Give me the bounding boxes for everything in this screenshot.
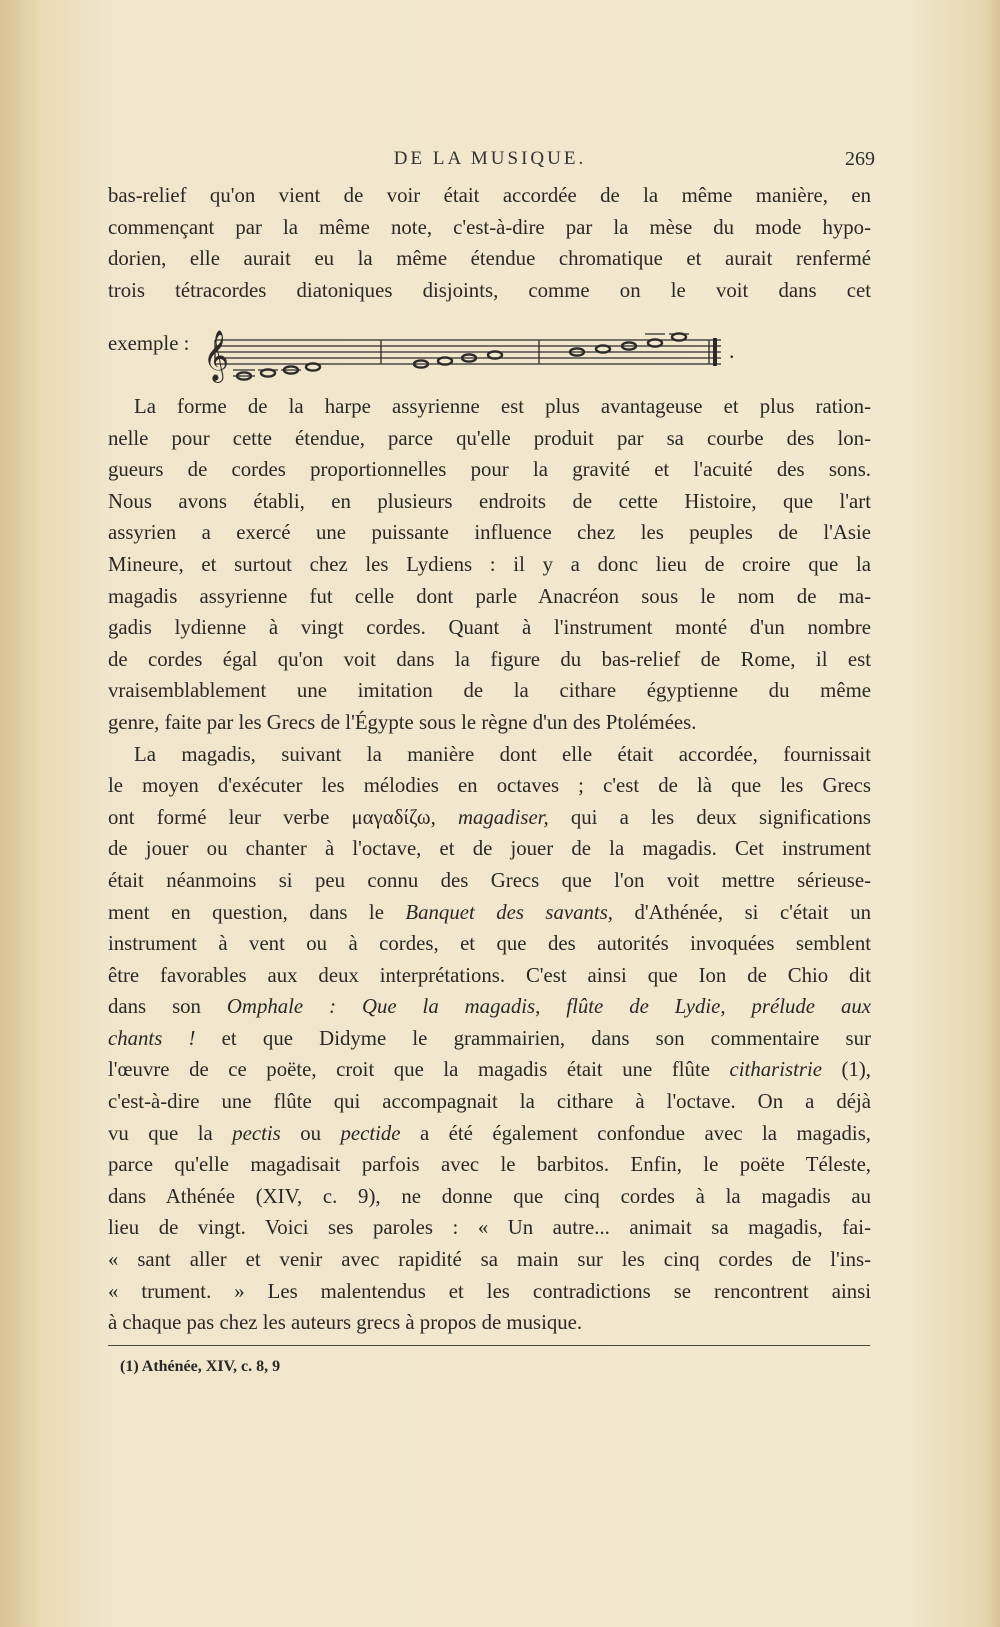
text-run: qui a les deux significations: [548, 805, 871, 829]
text-run: ou: [280, 1121, 341, 1145]
text-line: assyrien a exercé une puissante influence chez les peuples de l'Asie: [108, 521, 871, 545]
page-number: 269: [845, 148, 875, 170]
musical-example: [108, 320, 768, 392]
footnote-divider: [108, 1345, 870, 1346]
text-line: instrument à vent ou à cordes, et que des autorités invoquées semblent: [108, 932, 871, 956]
text-run: d'Athénée, si c'était un: [613, 900, 871, 924]
text-line: c'est-à-dire une flûte qui accompagnait la cithare à l'octave. On a déjà: [108, 1090, 871, 1114]
text-line: [108, 1054, 871, 1086]
text-run: et que Didyme le grammairien, dans son commentaire sur: [195, 1026, 871, 1050]
text-line: « trument. » Les malentendus et les contradictions se rencontrent ainsi: [108, 1279, 871, 1303]
text-line: le moyen d'exécuter les mélodies en octaves ; c'est de là que les Grecs: [108, 774, 871, 798]
text-run: l'œuvre de ce poëte, croit que la magadis était une flûte: [108, 1058, 730, 1082]
text-line: vraisemblablement une imitation de la cithare égyptienne du même: [108, 679, 871, 703]
text-run: ,: [430, 805, 458, 829]
text-line: commençant par la même note, c'est-à-dire par la mèse du mode hypo-: [108, 215, 871, 239]
music-staff-figure: [203, 320, 763, 392]
text-line: parce qu'elle magadisait parfois avec le barbitos. Enfin, le poëte Téleste,: [108, 1153, 871, 1177]
text-line: [108, 1118, 871, 1150]
text-run: dans son: [108, 995, 227, 1019]
footnote-ref: (1),: [821, 1058, 871, 1082]
text-line: nelle pour cette étendue, parce qu'elle produit par sa courbe des lon-: [108, 426, 871, 450]
text-line: [108, 991, 871, 1023]
text-line: de cordes égal qu'on voit dans la figure du bas-relief de Rome, il est: [108, 647, 871, 671]
text-line: genre, faite par les Grecs de l'Égypte sous le règne d'un des Ptolémées.: [108, 710, 697, 734]
italic-term: pectide: [340, 1121, 401, 1145]
text-line: être favorables aux deux interprétations. C'est ainsi que Ion de Chio dit: [108, 963, 871, 987]
italic-term: citharistrie: [729, 1058, 822, 1082]
text-run: a été également confondue avec la magadis,: [400, 1121, 872, 1145]
text-line: Mineure, et surtout chez les Lydiens : il y a donc lieu de croire que la: [108, 552, 871, 576]
text-line: gadis lydienne à vingt cordes. Quant à l'instrument monté d'un nombre: [108, 616, 871, 640]
text-line: dans Athénée (XIV, c. 9), ne donne que cinq cordes à la magadis au: [108, 1184, 871, 1208]
footnote: (1) Athénée, XIV, c. 8, 9: [120, 1358, 281, 1375]
greek-word: μαγαδίζω: [351, 805, 431, 829]
text-line: La forme de la harpe assyrienne est plus avantageuse et plus ration-: [134, 395, 871, 418]
text-line: lieu de vingt. Voici ses paroles : « Un autre... animait sa magadis, fai-: [108, 1216, 871, 1240]
running-head: [105, 148, 875, 176]
text-line: était néanmoins si peu connu des Grecs que l'on voit mettre sérieuse-: [108, 868, 871, 892]
paragraph-harpe: [108, 391, 871, 1339]
text-line: à chaque pas chez les auteurs grecs à propos de musique.: [108, 1311, 583, 1335]
italic-term: magadiser,: [457, 805, 549, 829]
text-line: bas-relief qu'on vient de voir était accordée de la même manière, en: [108, 184, 871, 207]
example-end-mark: .: [729, 338, 735, 363]
italic-quote: Omphale : Que la magadis, flûte de Lydie, prélude aux: [226, 995, 871, 1019]
text-line: magadis assyrienne fut celle dont parle Anacréon sous le nom de ma-: [108, 584, 871, 608]
text-line: de jouer ou chanter à l'octave, et de jouer de la magadis. Cet instrument: [108, 837, 871, 861]
paragraph-continued: [108, 180, 871, 306]
text-line: La magadis, suivant la manière dont elle était accordée, fournissait: [134, 742, 871, 766]
italic-title: Banquet des savants,: [405, 900, 613, 924]
treble-clef-icon: 𝄞: [203, 330, 230, 381]
text-line: dorien, elle aurait eu la même étendue chromatique et aurait renfermé: [108, 247, 871, 271]
example-label: exemple :: [108, 332, 190, 355]
text-run: vu que la: [108, 1121, 233, 1145]
text-line: trois tétracordes diatoniques disjoints, comme on le voit dans cet: [108, 278, 871, 302]
text-line: [108, 897, 871, 929]
text-line: « sant aller et venir avec rapidité sa main sur les cinq cordes de l'ins-: [108, 1248, 871, 1272]
text-line: [108, 1023, 871, 1055]
text-line: gueurs de cordes proportionnelles pour la gravité et l'acuité des sons.: [108, 458, 871, 482]
text-line: [108, 802, 871, 834]
text-run: ont formé leur verbe: [108, 805, 352, 829]
text-run: ment en question, dans le: [108, 900, 406, 924]
text-line: Nous avons établi, en plusieurs endroits de cette Histoire, que l'art: [108, 489, 871, 513]
italic-quote: chants !: [108, 1026, 196, 1050]
running-title: DE LA MUSIQUE.: [393, 148, 587, 169]
italic-term: pectis: [232, 1121, 281, 1145]
